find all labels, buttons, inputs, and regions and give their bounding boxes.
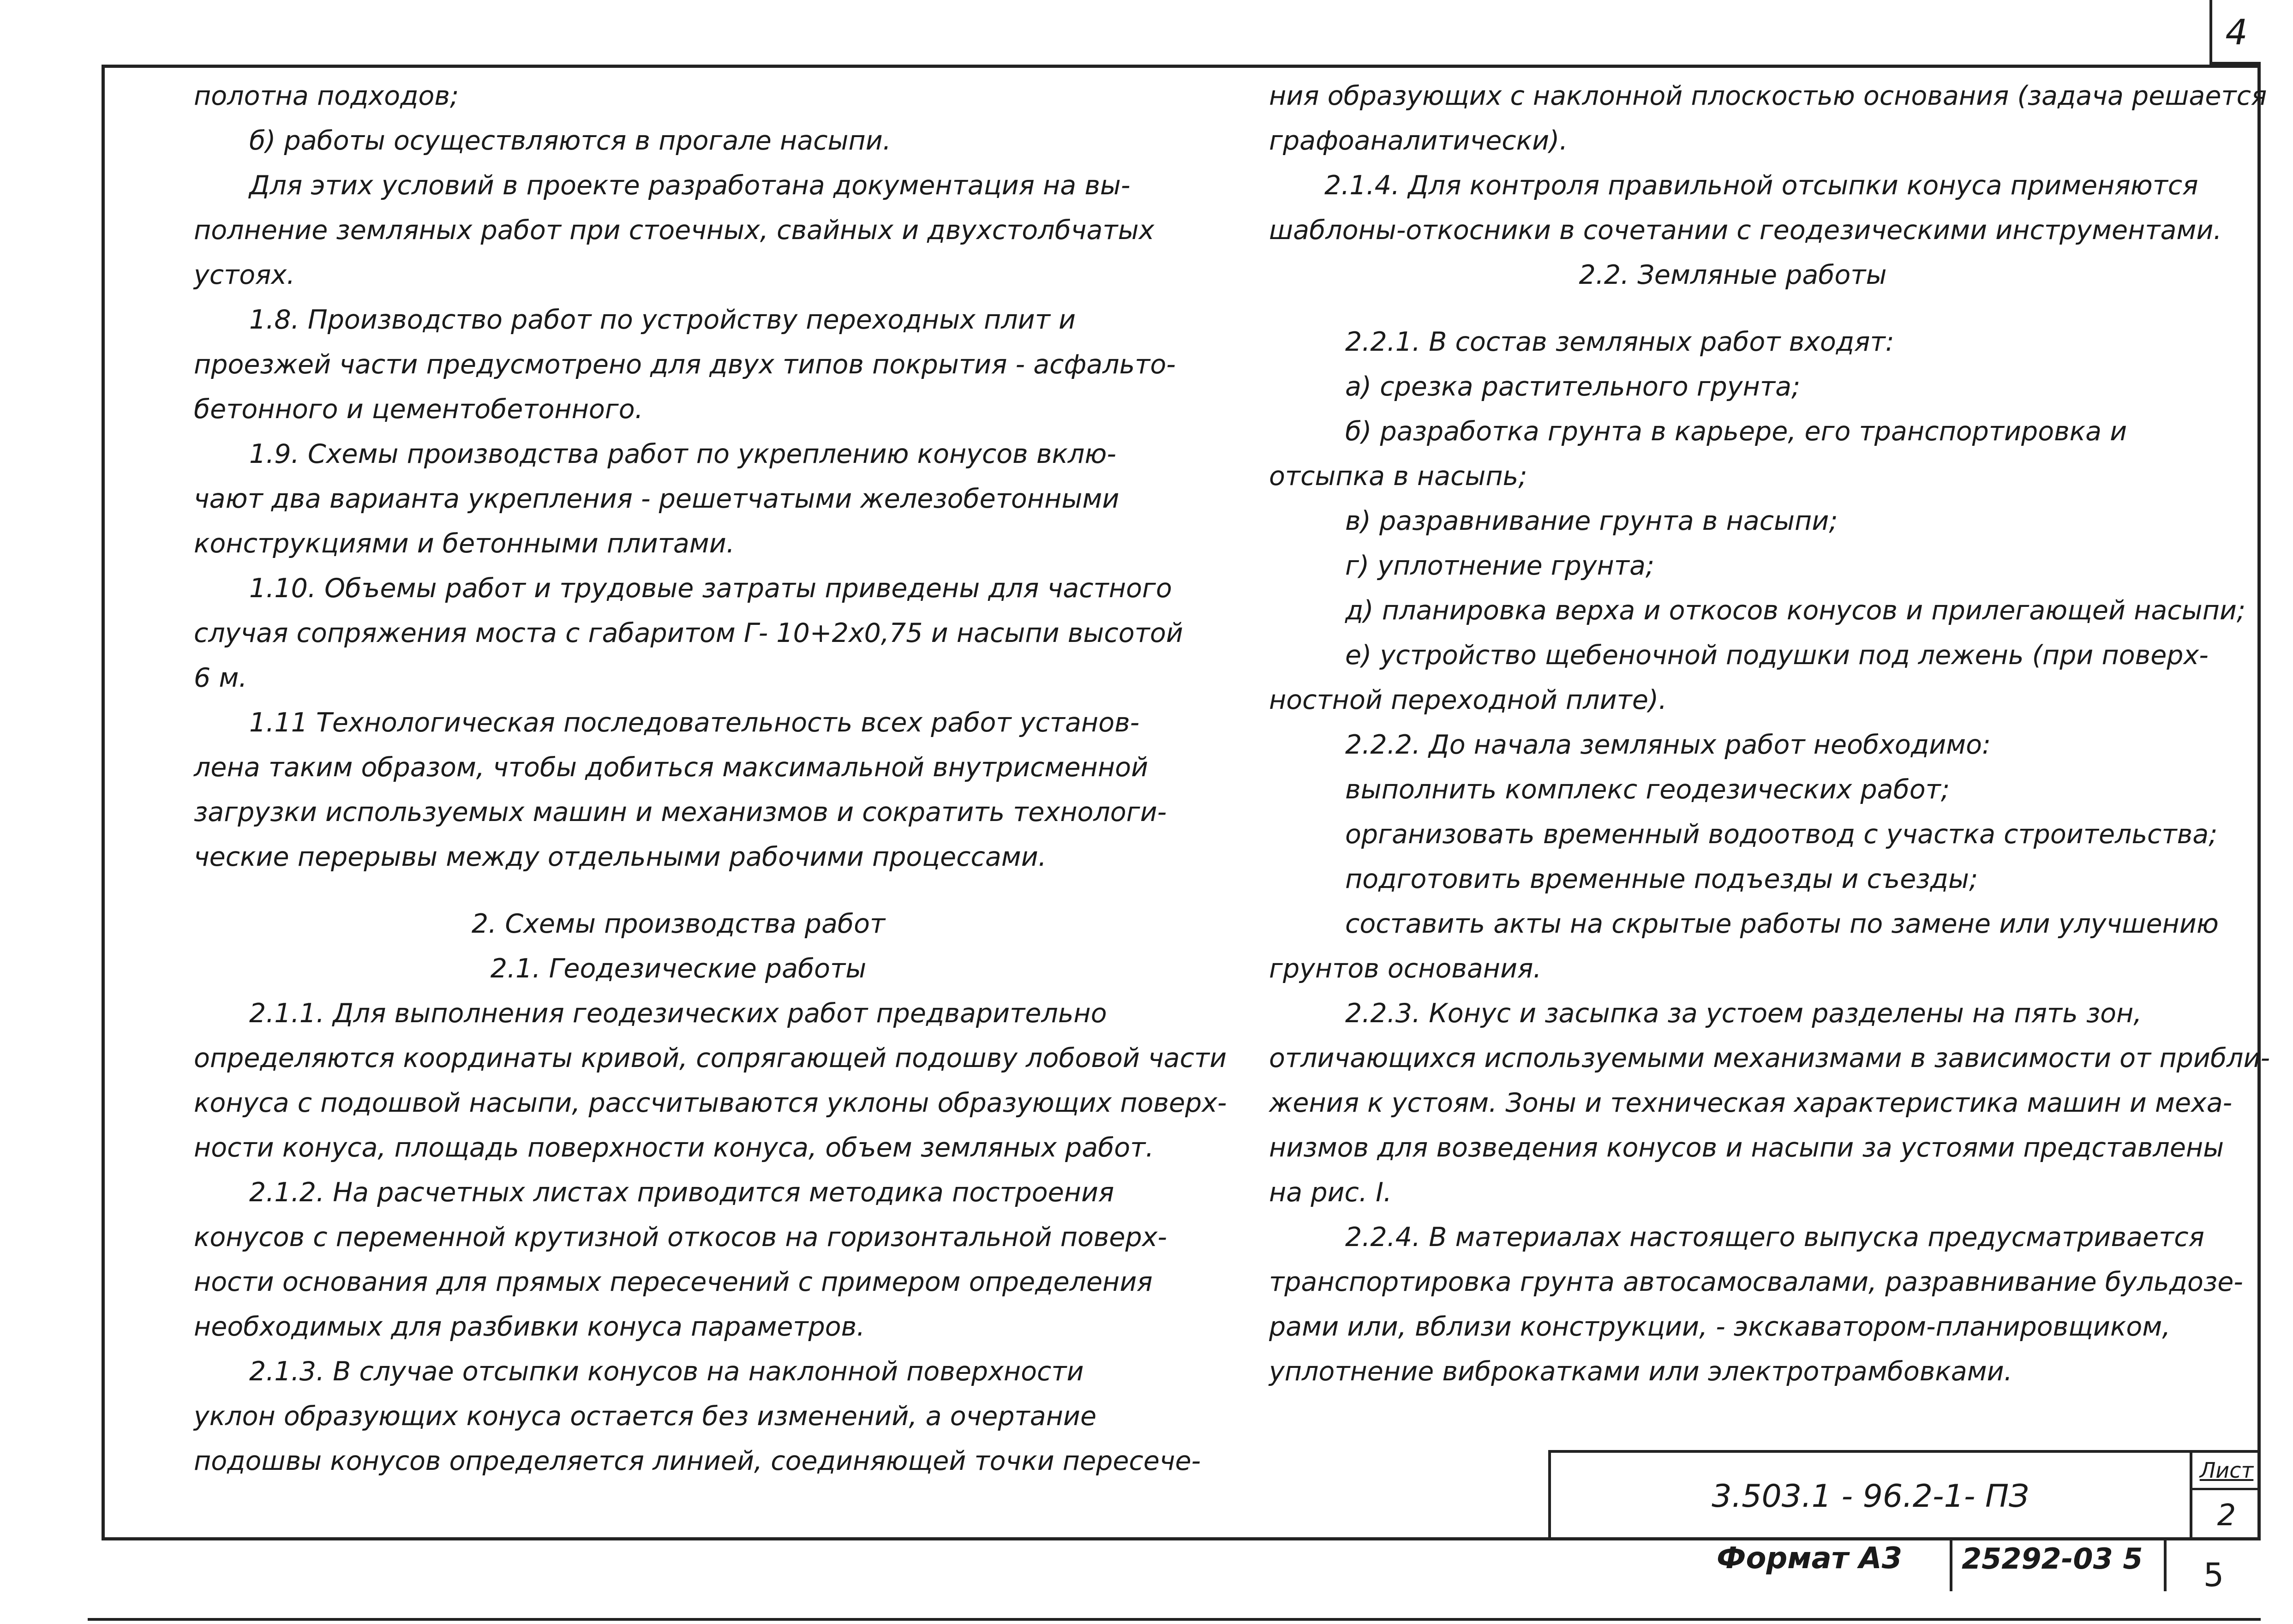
text-line: подошвы конусов определяется линией, соединяющей точки пересече- xyxy=(194,1446,1201,1476)
text-line: а) срезка растительного грунта; xyxy=(1345,372,1801,402)
text-line: ния образующих с наклонной плоскостью основания (задача решается xyxy=(1269,81,2267,111)
text-line: шаблоны-откосники в сочетании с геодезическими инструментами. xyxy=(1269,215,2222,246)
text-line: устоях. xyxy=(194,260,295,290)
text-line: 2.2.1. В состав земляных работ входят: xyxy=(1345,327,1894,357)
text-line: определяются координаты кривой, сопрягающей подошву лобовой части xyxy=(194,1043,1227,1073)
text-line: 1.8. Производство работ по устройству переходных плит и xyxy=(249,305,1076,335)
text-line: загрузки используемых машин и механизмов и сократить технологи- xyxy=(194,797,1167,827)
text-line: лена таким образом, чтобы добиться максимальной внутрисменной xyxy=(194,752,1149,783)
subsection-heading: 2.1. Геодезические работы xyxy=(490,953,867,984)
subsection-heading: 2.2. Земляные работы xyxy=(1579,260,1887,290)
text-line: ческие перерывы между отдельными рабочими процессами. xyxy=(194,842,1047,872)
text-line: 2.1.4. Для контроля правильной отсыпки конуса применяются xyxy=(1324,170,2198,201)
text-line: 2.1.3. В случае отсыпки конусов на наклонной поверхности xyxy=(249,1356,1084,1387)
text-line: составить акты на скрытые работы по замене или улучшению xyxy=(1345,909,2219,939)
text-line: 1.9. Схемы производства работ по укреплению конусов вклю- xyxy=(249,439,1116,469)
text-line: графоаналитически). xyxy=(1269,126,1568,156)
text-line: случая сопряжения моста с габаритом Г- 10+2х0,75 и насыпи высотой xyxy=(194,618,1183,648)
text-line: организовать временный водоотвод с участка строительства; xyxy=(1345,819,2218,850)
text-line: уклон образующих конуса остается без изменений, а очертание xyxy=(194,1401,1097,1432)
text-line: конусов с переменной крутизной откосов на горизонтальной поверх- xyxy=(194,1222,1167,1252)
text-line: транспортировка грунта автосамосвалами, разравнивание бульдозе- xyxy=(1269,1267,2243,1297)
spacer xyxy=(1269,298,2197,320)
text-line: 1.10. Объемы работ и трудовые затраты приведены для частного xyxy=(249,573,1172,604)
text-line: отличающихся используемыми механизмами в зависимости от прибли- xyxy=(1269,1043,2270,1073)
text-line: в) разравнивание грунта в насыпи; xyxy=(1345,506,1838,536)
text-line: б) разработка грунта в карьере, его транспортировка и xyxy=(1345,416,2127,447)
text-line: рами или, вблизи конструкции, - экскаватором-планировщиком, xyxy=(1269,1312,2171,1342)
text-line: полнение земляных работ при стоечных, свайных и двухстолбчатых xyxy=(194,215,1155,246)
text-line: необходимых для разбивки конуса параметров. xyxy=(194,1312,865,1342)
text-line: 2.1.1. Для выполнения геодезических работ предварительно xyxy=(249,998,1107,1029)
text-line: проезжей части предусмотрено для двух типов покрытия - асфальто- xyxy=(194,349,1176,380)
text-line: низмов для возведения конусов и насыпи за устоями представлены xyxy=(1269,1133,2224,1163)
text-line: жения к устоям. Зоны и техническая характеристика машин и меха- xyxy=(1269,1088,2233,1118)
text-line: д) планировка верха и откосов конусов и прилегающей насыпи; xyxy=(1345,595,2246,626)
text-line: ности основания для прямых пересечений с примером определения xyxy=(194,1267,1153,1297)
text-line: е) устройство щебеночной подушки под лежень (при поверх- xyxy=(1345,640,2209,671)
text-line: ности конуса, площадь поверхности конуса, объем земляных работ. xyxy=(194,1133,1154,1163)
left-text-column xyxy=(194,74,1227,1484)
text-line: Для этих условий в проекте разработана документация на вы- xyxy=(249,170,1131,201)
sheet-number: 2 xyxy=(2217,1498,2236,1533)
sheet-corner-number: 4 xyxy=(2209,0,2261,65)
right-text-column xyxy=(1269,74,2270,1394)
text-line: грунтов основания. xyxy=(1269,953,1542,984)
sheet-label: Лист xyxy=(2192,1453,2261,1490)
text-line: чают два варианта укрепления - решетчатыми железобетонными xyxy=(194,484,1120,514)
text-line: ностной переходной плите). xyxy=(1269,685,1667,715)
text-line: г) уплотнение грунта; xyxy=(1345,551,1655,581)
page-number: 5 xyxy=(2203,1556,2224,1594)
document-code: 3.503.1 - 96.2-1- ПЗ xyxy=(1712,1478,2029,1515)
text-line: отсыпка в насыпь; xyxy=(1269,461,1527,491)
title-block xyxy=(1548,1450,2261,1540)
bottom-rule xyxy=(88,1618,2261,1621)
text-line: полотна подходов; xyxy=(194,81,459,111)
format-label: Формат А3 xyxy=(1717,1541,1903,1576)
text-line: 2.2.2. До начала земляных работ необходимо: xyxy=(1345,730,1991,760)
text-line: бетонного и цементобетонного. xyxy=(194,394,643,425)
archive-code: 25292-03 5 xyxy=(1950,1540,2167,1591)
text-line: на рис. I. xyxy=(1269,1177,1392,1208)
text-line: выполнить комплекс геодезических работ; xyxy=(1345,774,1950,805)
section-heading: 2. Схемы производства работ xyxy=(471,909,886,939)
text-line: 2.1.2. На расчетных листах приводится методика построения xyxy=(249,1177,1114,1208)
text-line: 2.2.3. Конус и засыпка за устоем разделены на пять зон, xyxy=(1345,998,2142,1029)
text-line: 6 м. xyxy=(194,663,247,693)
spacer xyxy=(194,880,1163,902)
sheet-number-cell xyxy=(2190,1453,2261,1540)
text-line: подготовить временные подъезды и съезды; xyxy=(1345,864,1978,894)
text-line: уплотнение виброкатками или электротрамбовками. xyxy=(1269,1356,2012,1387)
text-line: конуса с подошвой насыпи, рассчитываются уклоны образующих поверх- xyxy=(194,1088,1227,1118)
text-line: конструкциями и бетонными плитами. xyxy=(194,528,735,559)
text-line: 2.2.4. В материалах настоящего выпуска предусматривается xyxy=(1345,1222,2204,1252)
text-line: б) работы осуществляются в прогале насыпи. xyxy=(249,126,891,156)
text-line: 1.11 Технологическая последовательность всех работ установ- xyxy=(249,707,1140,738)
